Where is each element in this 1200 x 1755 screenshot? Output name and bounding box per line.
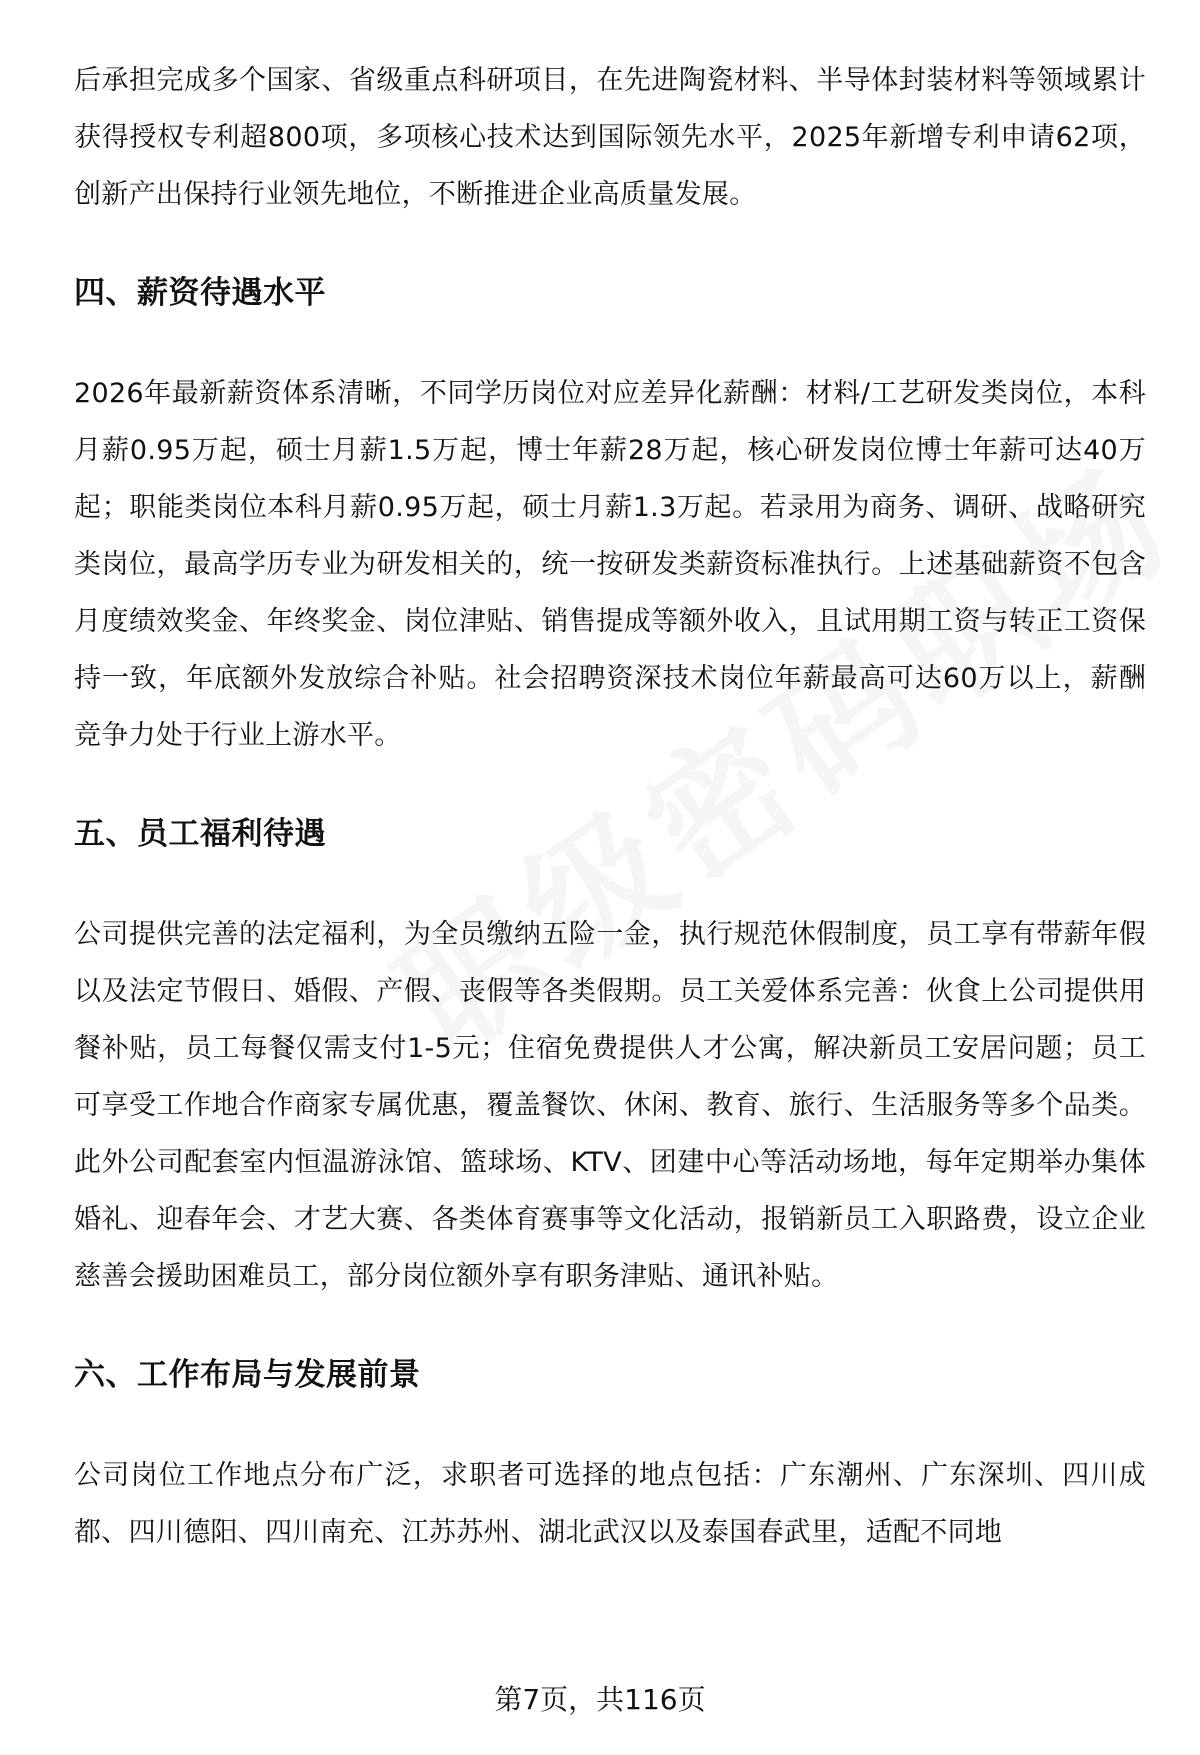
paragraph-research: 后承担完成多个国家、省级重点科研项目，在先进陶瓷材料、半导体封装材料等领域累计获得授权专利超800项，多项核心技术达到国际领先水平，2025年新增专利申请62项，创新产出保持行业领先地位，不断推进企业高质量发展。 [74, 65, 1146, 210]
document-body [74, 52, 1146, 1561]
paragraph-work-layout: 公司岗位工作地点分布广泛，求职者可选择的地点包括：广东潮州、广东深圳、四川成都、四川德阳、四川南充、江苏苏州、湖北武汉以及泰国春武里，适配不同地 [74, 1460, 1146, 1548]
heading-welfare: 五、员工福利待遇 [74, 816, 326, 852]
heading-work-layout: 六、工作布局与发展前景 [74, 1357, 421, 1393]
heading-salary: 四、薪资待遇水平 [74, 275, 326, 311]
paragraph-salary: 2026年最新薪资体系清晰，不同学历岗位对应差异化薪酬：材料/工艺研发类岗位，本科月薪0.95万起，硕士月薪1.5万起，博士年薪28万起，核心研发岗位博士年薪可达40万起；职能类岗位本科月薪0.95万起，硕士月薪1.3万起。若录用为商务、调研、战略研究类岗位，最高学历专业为研发相关的，统一按研发类薪资标准执行。上述基础薪资不包含月度绩效奖金、年终奖金、岗位津贴、销售提成等额外收入，且试用期工资与转正工资保持一致，年底额外发放综合补贴。社会招聘资深技术岗位年薪最高可达60万以上，薪酬竞争力处于行业上游水平。 [74, 378, 1146, 751]
paragraph-welfare: 公司提供完善的法定福利，为全员缴纳五险一金，执行规范休假制度，员工享有带薪年假以及法定节假日、婚假、产假、丧假等各类假期。员工关爱体系完善：伙食上公司提供用餐补贴，员工每餐仅需支付1-5元；住宿免费提供人才公寓，解决新员工安居问题；员工可享受工作地合作商家专属优惠，覆盖餐饮、休闲、教育、旅行、生活服务等多个品类。此外公司配套室内恒温游泳馆、篮球场、KTV、团建中心等活动场地，每年定期举办集体婚礼、迎春年会、才艺大赛、各类体育赛事等文化活动，报销新员工入职路费，设立企业慈善会援助困难员工，部分岗位额外享有职务津贴、通讯补贴。 [74, 919, 1146, 1292]
page-number: 第7页，共116页 [494, 1683, 706, 1716]
